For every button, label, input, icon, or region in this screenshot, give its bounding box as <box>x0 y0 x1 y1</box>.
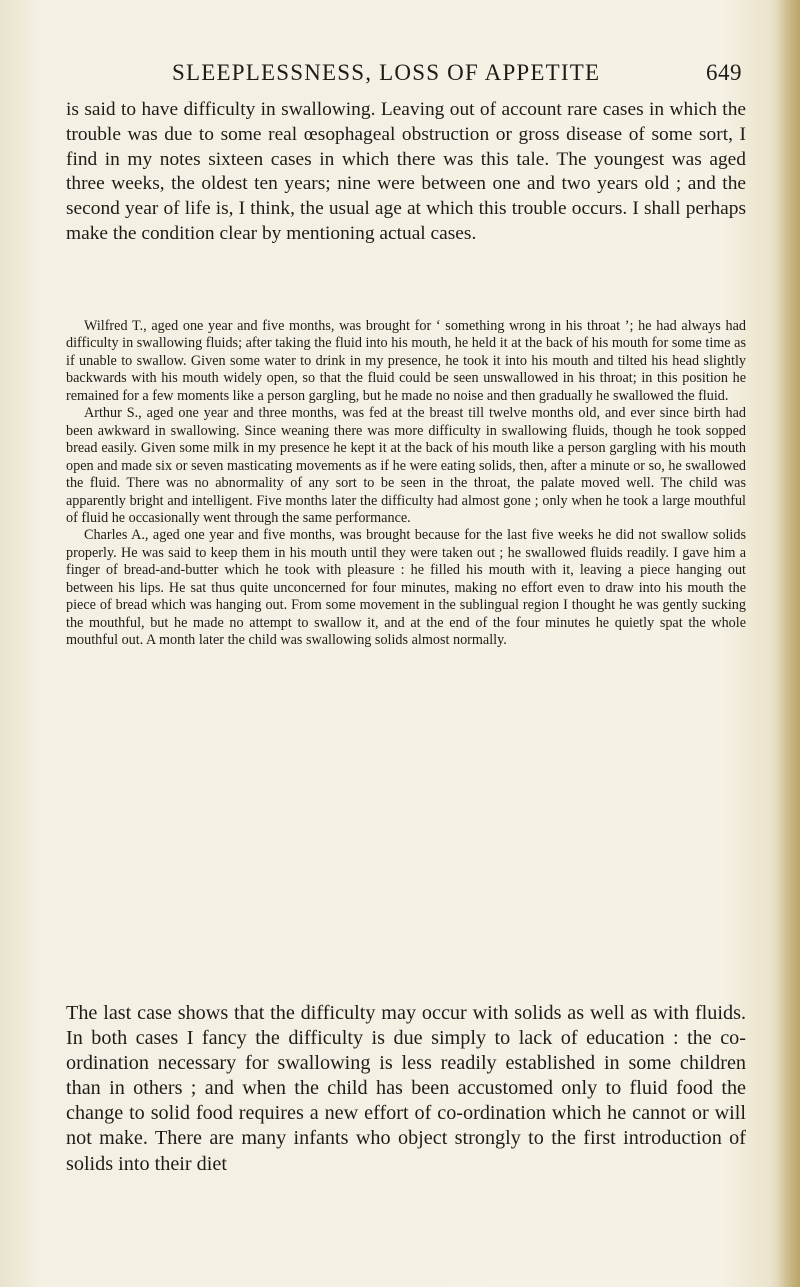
running-title: SLEEPLESSNESS, LOSS OF APPETITE <box>172 60 601 85</box>
case-report-arthur: Arthur S., aged one year and three months, was fed at the breast till twelve months old, and ever since birth had been awkward in swallowing. Since weaning there was more difficulty in swallowing fluids, though he took sopped bread easily. Given some milk in my presence he kept it at the back of his mouth like a person gargling with his mouth open and made six or seven masticating movements as if he were eating solids, then, after a minute or so, he swallowed the fluid. There was no abnormality of any sort to be seen in the throat, the palate moved well. The child was apparently bright and intelligent. Five months later the difficulty had almost gone ; only when he took a large mouthful of fluid he occasionally went through the same performance. <box>66 405 746 526</box>
case-report-wilfred: Wilfred T., aged one year and five months, was brought for ‘ something wrong in his throat ’; he had always had difficulty in swallowing fluids; after taking the fluid into his mouth, he held it at the back of his mouth for some time as if unable to swallow. Given some water to drink in my presence, he took it into his mouth and tilted his head slightly backwards with his mouth widely open, so that the fluid could be seen unswallowed in his throat; in this position he remained for a few moments like a person gargling, but he made no noise and then gradually he swallowed the fluid. <box>66 318 746 404</box>
case-report-charles: Charles A., aged one year and five months, was brought because for the last five weeks he did not swallow solids properly. He was said to keep them in his mouth until they were taken out ; he swallowed fluids readily. I gave him a finger of bread-and-butter which he took with pleasure : he filled his mouth with it, leaving a piece hanging out between his lips. He sat thus quite unconcerned for four minutes, making no effort even to draw into his mouth the piece of bread which was hanging out. From some movement in the sublingual region I thought he was gently sucking the mouthful, but he made no attempt to swallow it, and at the end of the four minutes he quietly spat the whole mouthful out. A month later the child was swallowing solids almost normally. <box>66 527 746 649</box>
page-header <box>66 60 742 94</box>
conclusion-paragraph: The last case shows that the difficulty may occur with solids as well as with fluids. In both cases I fancy the difficulty is due simply to lack of education : the co-ordination necessary for swallowing is less readily established in some children than in others ; and when the child has been accustomed only to fluid food the change to solid food requires a new effort of co-ordination which he cannot or will not make. There are many infants who object strongly to the first introduction of solids into their diet <box>66 1002 746 1175</box>
case-reports <box>66 318 746 650</box>
page-number: 649 <box>706 60 742 85</box>
intro-paragraph: is said to have difficulty in swallowing. Leaving out of account rare cases in which the trouble was due to some real œsophageal obstruction or gross disease of some sort, I find in my notes sixteen cases in which there was this tale. The youngest was aged three weeks, the oldest ten years; nine were between one and two years old ; and the second year of life is, I think, the usual age at which this trouble occurs. I shall perhaps make the condition clear by mentioning actual cases. <box>66 99 746 244</box>
page-edge-shadow <box>778 0 800 1287</box>
